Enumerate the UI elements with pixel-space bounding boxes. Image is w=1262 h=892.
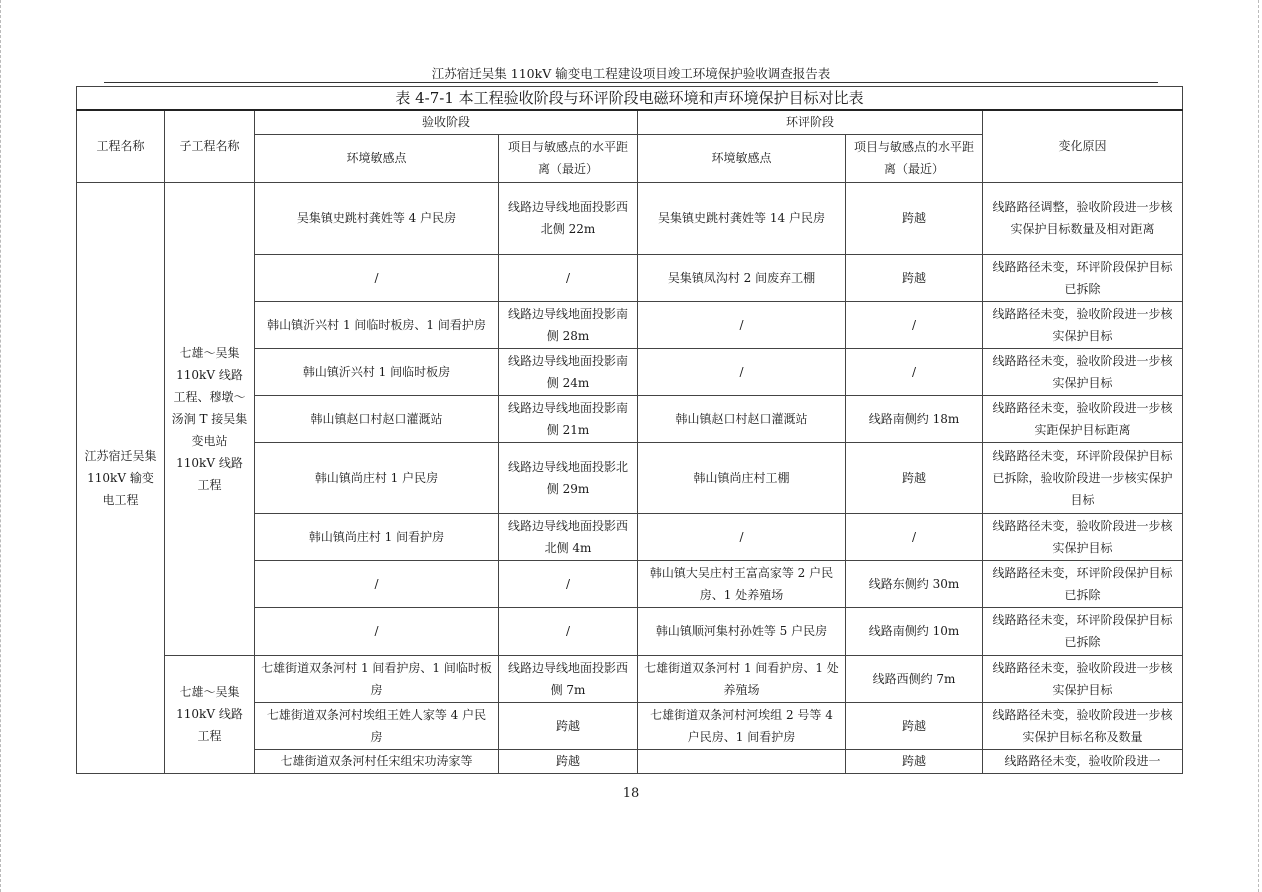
acc-point-cell: / — [255, 254, 499, 301]
eia-distance-cell: 跨越 — [846, 442, 983, 513]
eia-point-cell: / — [638, 348, 846, 395]
eia-distance-cell: 线路西侧约 7m — [846, 655, 983, 702]
acc-distance-cell: 线路边导线地面投影南侧 21m — [499, 395, 638, 442]
acc-point-cell: 韩山镇尚庄村 1 间看护房 — [255, 513, 499, 560]
comparison-table — [76, 86, 1183, 774]
acc-point-cell: 七雄街道双条河村任宋组宋功涛家等 — [255, 749, 499, 773]
eia-distance-cell: / — [846, 348, 983, 395]
acc-distance-cell: 线路边导线地面投影西侧 7m — [499, 655, 638, 702]
acc-point-cell: 七雄街道双条河村埃组王姓人家等 4 户民房 — [255, 702, 499, 749]
reason-cell: 线路路径未变，验收阶段进一步核实保护目标名称及数量 — [983, 702, 1183, 749]
header-eia-distance: 项目与敏感点的水平距离（最近） — [846, 134, 983, 182]
eia-distance-cell: 线路南侧约 10m — [846, 607, 983, 655]
header-project-name: 工程名称 — [77, 110, 165, 182]
acc-distance-cell: 线路边导线地面投影西北侧 4m — [499, 513, 638, 560]
reason-cell: 线路路径未变，环评阶段保护目标已拆除 — [983, 607, 1183, 655]
acc-point-cell: 韩山镇尚庄村 1 户民房 — [255, 442, 499, 513]
eia-distance-cell: 跨越 — [846, 182, 983, 254]
acc-distance-cell: 线路边导线地面投影南侧 28m — [499, 301, 638, 348]
acc-distance-cell: / — [499, 254, 638, 301]
header-change-reason: 变化原因 — [983, 110, 1183, 182]
eia-distance-cell: 跨越 — [846, 702, 983, 749]
eia-point-cell: / — [638, 513, 846, 560]
eia-point-cell: 韩山镇顺河集村孙姓等 5 户民房 — [638, 607, 846, 655]
eia-point-cell: 吴集镇史跳村龚姓等 14 户民房 — [638, 182, 846, 254]
acc-point-cell: 韩山镇沂兴村 1 间临时板房、1 间看护房 — [255, 301, 499, 348]
reason-cell: 线路路径未变，验收阶段进一步核实保护目标 — [983, 348, 1183, 395]
acc-distance-cell: 线路边导线地面投影西北侧 22m — [499, 182, 638, 254]
acc-point-cell: 韩山镇沂兴村 1 间临时板房 — [255, 348, 499, 395]
reason-cell: 线路路径未变，环评阶段保护目标已拆除 — [983, 560, 1183, 607]
eia-distance-cell: 跨越 — [846, 749, 983, 773]
header-acceptance-stage: 验收阶段 — [255, 110, 638, 134]
table-row — [77, 182, 1183, 254]
eia-distance-cell: / — [846, 513, 983, 560]
subproject-name-cell: 七雄～吴集 110kV 线路工程 — [165, 655, 255, 773]
header-rule — [104, 82, 1158, 83]
acc-point-cell: / — [255, 560, 499, 607]
header-acc-distance: 项目与敏感点的水平距离（最近） — [499, 134, 638, 182]
reason-cell: 线路路径未变，环评阶段保护目标已拆除，验收阶段进一步核实保护目标 — [983, 442, 1183, 513]
acc-distance-cell: 跨越 — [499, 702, 638, 749]
eia-distance-cell: 线路东侧约 30m — [846, 560, 983, 607]
header-subproject-name: 子工程名称 — [165, 110, 255, 182]
acc-distance-cell: / — [499, 560, 638, 607]
acc-distance-cell: 跨越 — [499, 749, 638, 773]
report-header: 江苏宿迁吴集 110kV 输变电工程建设项目竣工环境保护验收调查报告表 — [431, 66, 831, 81]
reason-cell: 线路路径未变，环评阶段保护目标已拆除 — [983, 254, 1183, 301]
table-caption: 表 4-7-1 本工程验收阶段与环评阶段电磁环境和声环境保护目标对比表 — [77, 87, 1183, 111]
page-number: 18 — [622, 786, 640, 801]
reason-cell: 线路路径调整，验收阶段进一步核实保护目标数量及相对距离 — [983, 182, 1183, 254]
acc-distance-cell: 线路边导线地面投影北侧 29m — [499, 442, 638, 513]
header-acc-sensitive-point: 环境敏感点 — [255, 134, 499, 182]
acc-distance-cell: 线路边导线地面投影南侧 24m — [499, 348, 638, 395]
eia-point-cell — [638, 749, 846, 773]
acc-point-cell: 韩山镇赵口村赵口灌溉站 — [255, 395, 499, 442]
reason-cell: 线路路径未变，验收阶段进一步核实保护目标 — [983, 655, 1183, 702]
acc-point-cell: 七雄街道双条河村 1 间看护房、1 间临时板房 — [255, 655, 499, 702]
page-border-right — [1258, 0, 1260, 892]
header-eia-stage: 环评阶段 — [638, 110, 983, 134]
acc-distance-cell: / — [499, 607, 638, 655]
reason-cell: 线路路径未变，验收阶段进一步核实距保护目标距离 — [983, 395, 1183, 442]
eia-distance-cell: 线路南侧约 18m — [846, 395, 983, 442]
eia-point-cell: 七雄街道双条河村河埃组 2 号等 4 户民房、1 间看护房 — [638, 702, 846, 749]
table-row — [77, 655, 1183, 702]
reason-cell: 线路路径未变，验收阶段进一 — [983, 749, 1183, 773]
page-border-left — [0, 0, 2, 892]
project-name-cell: 江苏宿迁吴集 110kV 输变电工程 — [77, 182, 165, 773]
acc-point-cell: 吴集镇史跳村龚姓等 4 户民房 — [255, 182, 499, 254]
header-eia-sensitive-point: 环境敏感点 — [638, 134, 846, 182]
eia-point-cell: 韩山镇尚庄村工棚 — [638, 442, 846, 513]
eia-point-cell: / — [638, 301, 846, 348]
reason-cell: 线路路径未变，验收阶段进一步核实保护目标 — [983, 513, 1183, 560]
subproject-name-cell: 七雄～吴集 110kV 线路工程、穆墩～汤涧 T 接吴集变电站 110kV 线路工程 — [165, 182, 255, 655]
eia-distance-cell: / — [846, 301, 983, 348]
eia-point-cell: 吴集镇凤沟村 2 间废弃工棚 — [638, 254, 846, 301]
reason-cell: 线路路径未变，验收阶段进一步核实保护目标 — [983, 301, 1183, 348]
eia-point-cell: 韩山镇赵口村赵口灌溉站 — [638, 395, 846, 442]
eia-point-cell: 韩山镇大吴庄村王富高家等 2 户民房、1 处养殖场 — [638, 560, 846, 607]
eia-distance-cell: 跨越 — [846, 254, 983, 301]
acc-point-cell: / — [255, 607, 499, 655]
eia-point-cell: 七雄街道双条河村 1 间看护房、1 处养殖场 — [638, 655, 846, 702]
